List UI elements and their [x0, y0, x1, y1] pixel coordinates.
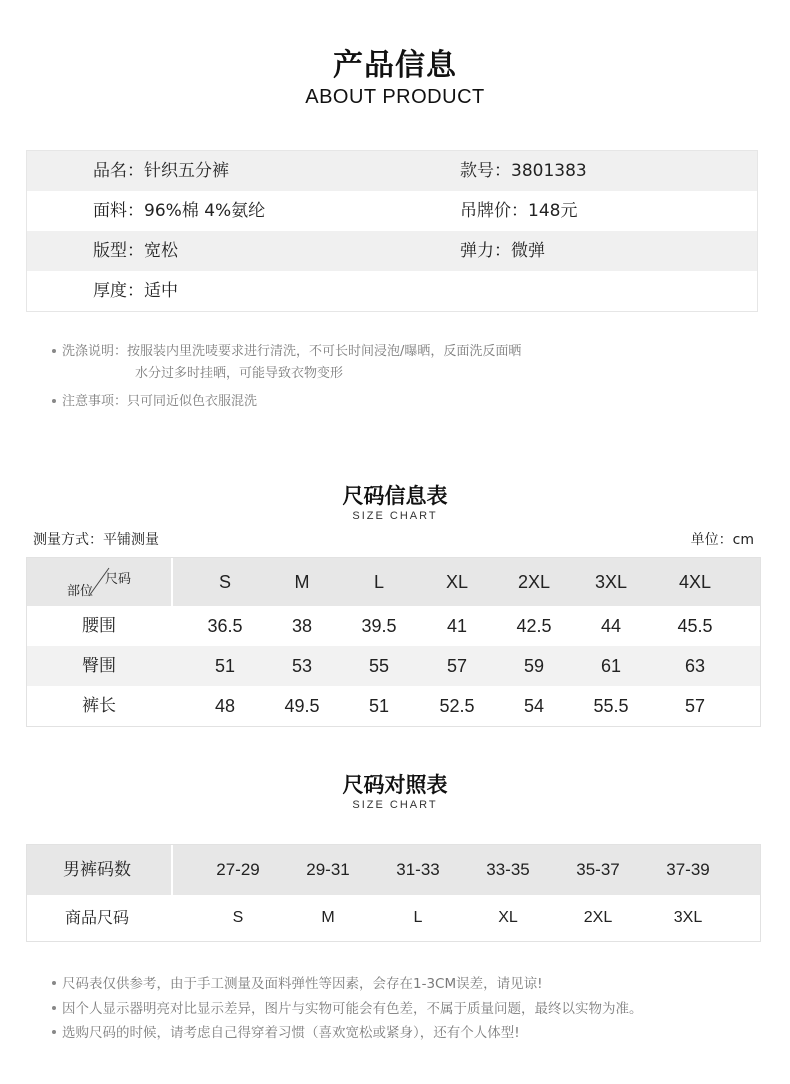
column-divider: [171, 845, 173, 895]
wash-label: 洗涤说明：: [62, 344, 128, 359]
size-col-header: 4XL: [678, 572, 712, 592]
size-col-header: XL: [445, 572, 469, 592]
footnote: [52, 1021, 520, 1041]
table-cell: 3XL: [673, 909, 703, 926]
footnote-text: 尺码表仅供参考，由于手工测量及面料弹性等因素，会存在1-3CM误差，请见谅!: [62, 976, 543, 992]
size-header-row: [27, 558, 760, 606]
bullet-icon: [52, 1030, 56, 1034]
table-cell: 52.5: [439, 696, 475, 716]
product-fabric: 面料：96%棉 4%氨纶: [93, 201, 266, 221]
size-col-header: M: [294, 572, 310, 592]
compare-table-title: 尺码对照表: [342, 773, 448, 797]
table-cell: 37-39: [666, 860, 710, 879]
diagonal-line: [27, 558, 171, 606]
table-cell: 44: [600, 616, 622, 636]
table-cell: XL: [498, 909, 518, 926]
table-cell: 61: [600, 656, 622, 676]
product-thickness: 厚度：适中: [93, 281, 178, 301]
table-cell: 38: [291, 616, 313, 636]
table-row: [27, 895, 760, 941]
table-cell: 53: [291, 656, 313, 676]
table-cell: 29-31: [306, 860, 350, 879]
footnote-text: 因个人显示器明亮对比显示差异，图片与实物可能会有色差，不属于质量问题，最终以实物为准。: [62, 1001, 643, 1017]
size-col-header: 3XL: [594, 572, 628, 592]
table-cell: 41: [446, 616, 468, 636]
table-cell: 45.5: [677, 616, 713, 636]
table-cell: 35-37: [576, 860, 620, 879]
measure-method: 测量方式：平铺测量: [33, 532, 159, 548]
corner-part-label: 部位: [67, 584, 94, 599]
product-fit: 版型：宽松: [93, 241, 178, 261]
table-cell: 59: [523, 656, 545, 676]
table-cell: 2XL: [583, 909, 613, 926]
table-cell: 49.5: [284, 696, 320, 716]
size-compare-table: [26, 844, 761, 942]
page-subtitle: ABOUT PRODUCT: [305, 86, 485, 108]
table-cell: 27-29: [216, 860, 260, 879]
table-cell: 36.5: [207, 616, 243, 636]
product-name: 品名：针织五分裤: [93, 161, 229, 181]
wash-note-cont: 水分过多时挂晒，可能导致衣物变形: [135, 366, 344, 381]
bullet-icon: [52, 399, 56, 403]
caution-text: 只可同近似色衣服混洗: [127, 394, 258, 409]
table-cell: S: [232, 909, 244, 926]
table-cell: 54: [523, 696, 545, 716]
bullet-icon: [52, 981, 56, 985]
table-row: [27, 646, 760, 686]
table-cell: 48: [214, 696, 236, 716]
measure-unit: 单位：cm: [690, 532, 754, 548]
header-corner: [27, 558, 171, 606]
row-label: 臀围: [82, 656, 116, 676]
table-cell: 31-33: [396, 860, 440, 879]
size-info-table: [26, 557, 761, 727]
table-cell: 51: [368, 696, 390, 716]
row-label: 腰围: [82, 616, 116, 636]
product-info-table: [26, 150, 758, 312]
column-divider: [171, 558, 173, 606]
row-label: 商品尺码: [64, 908, 129, 927]
table-cell: 55.5: [593, 696, 629, 716]
caution-label: 注意事项：: [62, 394, 128, 409]
compare-table-subtitle: SIZE CHART: [352, 799, 438, 811]
info-row: [27, 231, 757, 271]
table-row: [27, 686, 760, 726]
table-cell: 51: [214, 656, 236, 676]
footnote-text: 选购尺码的时候，请考虑自己得穿着习惯（喜欢宽松或紧身），还有个人体型!: [62, 1025, 520, 1041]
row-label: 裤长: [82, 696, 116, 716]
info-row: [27, 271, 757, 311]
size-table-title: 尺码信息表: [342, 484, 448, 508]
table-cell: 39.5: [361, 616, 397, 636]
table-cell: 42.5: [516, 616, 552, 636]
table-cell: 33-35: [486, 860, 530, 879]
product-elasticity: 弹力：微弹: [460, 241, 545, 261]
bullet-icon: [52, 1006, 56, 1010]
table-cell: 63: [684, 656, 706, 676]
size-col-header: S: [218, 572, 231, 592]
footnote: [52, 997, 643, 1017]
wash-note: [52, 341, 521, 363]
caution-note: [52, 391, 257, 413]
compare-header-row: [27, 845, 760, 895]
table-cell: 57: [446, 656, 468, 676]
info-row: [27, 151, 757, 191]
footnote: [52, 972, 543, 992]
page-title: 产品信息: [333, 48, 457, 83]
table-cell: 55: [368, 656, 390, 676]
table-cell: L: [413, 909, 423, 926]
corner-size-label: 尺码: [105, 572, 132, 587]
size-col-header: 2XL: [517, 572, 551, 592]
product-code: 款号：3801383: [460, 161, 587, 181]
wash-text: 按服装内里洗唛要求进行清洗，不可长时间浸泡/曝晒，反面洗反面晒: [127, 344, 522, 359]
table-cell: M: [321, 909, 335, 926]
bullet-icon: [52, 349, 56, 353]
size-table-subtitle: SIZE CHART: [352, 510, 438, 522]
table-row: [27, 606, 760, 646]
table-cell: 57: [684, 696, 706, 716]
product-price: 吊牌价：148元: [460, 201, 578, 221]
row-label: 男裤码数: [63, 860, 131, 880]
info-row: [27, 191, 757, 231]
size-col-header: L: [373, 572, 384, 592]
